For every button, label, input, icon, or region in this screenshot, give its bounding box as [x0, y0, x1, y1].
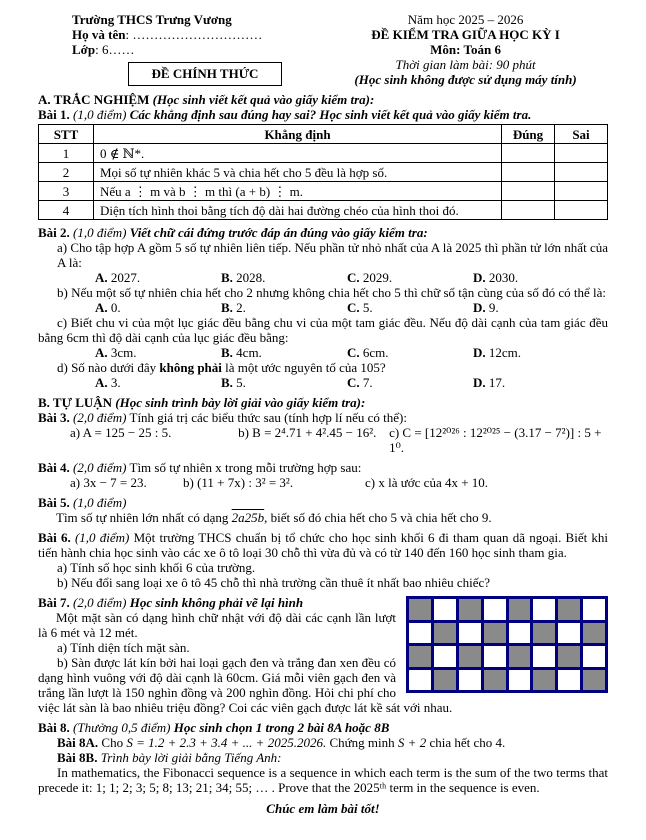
tile-cell	[533, 599, 555, 620]
option-text: 6cm.	[362, 345, 389, 360]
question-2a: a) Cho tập hợp A gồm 5 số tự nhiên liên tiếp. Nếu phần tử nhỏ nhất của A là 2025 thì phần tử lớn nhất của A là:	[57, 240, 608, 270]
exam-header	[38, 12, 608, 87]
option-text: 5.	[236, 375, 246, 390]
statement-text: Nếu a ⋮ m và b ⋮ m thì (a + b) ⋮ m.	[94, 182, 502, 201]
tile-cell	[583, 670, 605, 691]
bai5-section	[38, 495, 608, 525]
bai8a-s2: S + 2	[397, 735, 427, 750]
section-a-paren: (Học sinh viết kết quả vào giấy kiểm tra):	[152, 92, 375, 107]
bai4-heading	[38, 460, 608, 475]
section-b-label: B. TỰ LUẬN	[38, 395, 116, 410]
option-text: 2030.	[488, 270, 519, 285]
bai5-heading	[38, 495, 608, 510]
bai8b-title: Trình bày lời giải bằng Tiếng Anh:	[97, 750, 282, 765]
option-letter: C.	[347, 270, 360, 285]
bai7-part-b: b) Sàn được lát kín bởi hai loại gạch đen và trắng đan xen đều có dạng hình vuông với độ dài cạnh là 60cm. Giá mỗi viên gạch đen và trắng lần lượt là 150 nghìn đồng và 200 nghìn đồng. Hỏi chi phí cho việc lát sàn là bao nhiêu triệu đồng? Coi các viên gạch được lát kề sát với nhau.	[38, 655, 453, 715]
tile-cell	[484, 646, 506, 667]
option-2a-B	[221, 270, 347, 285]
option-2c-D	[473, 345, 521, 360]
bai3-expressions	[70, 425, 608, 455]
expression-4b: b) (11 + 7x) : 3² = 3².	[183, 475, 294, 490]
option-text: 2029.	[362, 270, 393, 285]
tile-cell	[558, 670, 580, 691]
bai3-points: (2,0 điểm)	[73, 410, 127, 425]
option-letter: D.	[473, 375, 486, 390]
option-letter: A.	[95, 270, 108, 285]
bai7-label: Bài 7.	[38, 595, 70, 610]
option-letter: A.	[95, 375, 108, 390]
question-2d-pre: d) Số nào dưới đây	[57, 360, 160, 375]
tile-cell	[484, 670, 506, 691]
bai4-label: Bài 4.	[38, 460, 70, 475]
class-label: Lớp	[72, 42, 96, 57]
option-2d-D	[473, 375, 505, 390]
options-2b	[95, 300, 608, 315]
col-statement: Khẳng định	[94, 125, 502, 144]
option-letter: C.	[347, 375, 360, 390]
bai1-heading	[38, 107, 608, 122]
school-year: Năm học 2025 – 2026	[407, 12, 524, 27]
true-false-table	[38, 124, 608, 220]
bai4-title: Tìm số tự nhiên x trong mỗi trường hợp sau:	[129, 460, 362, 475]
bai7-section	[38, 595, 608, 715]
option-2b-B	[221, 300, 347, 315]
option-2b-D	[473, 300, 499, 315]
bai6-points: (1,0 điểm)	[74, 530, 130, 545]
bai6-section	[38, 530, 608, 590]
row-number: 2	[39, 163, 94, 182]
bai8-section	[38, 720, 608, 795]
bai2-heading	[38, 225, 608, 240]
bai2-points: (1,0 điểm)	[73, 225, 127, 240]
tile-cell	[509, 670, 531, 691]
option-2b-C	[347, 300, 473, 315]
col-dung: Đúng	[502, 125, 555, 144]
bai8a-formula: S = 1.2 + 2.3 + 3.4 + ... + 2025.2026.	[126, 735, 327, 750]
option-letter: B.	[221, 300, 233, 315]
options-2c	[95, 345, 608, 360]
option-text: 9.	[488, 300, 499, 315]
option-2a-C	[347, 270, 473, 285]
dung-cell	[502, 163, 555, 182]
tile-cell	[409, 646, 431, 667]
sai-cell	[555, 144, 608, 163]
bai1-points: (1,0 điểm)	[73, 107, 127, 122]
class-line	[72, 42, 323, 57]
row-number: 4	[39, 201, 94, 220]
col-stt: STT	[39, 125, 94, 144]
official-exam-stamp: ĐỀ CHÍNH THỨC	[128, 62, 282, 86]
tile-cell	[434, 670, 456, 691]
expression-4c: c) x là ước của 4x + 10.	[365, 475, 489, 490]
bai7-paragraph: Một mặt sàn có dạng hình chữ nhật với độ dài các cạnh lần lượt là 6 mét và 12 mét.	[38, 610, 396, 640]
bai4-expressions	[70, 475, 608, 490]
col-sai: Sai	[555, 125, 608, 144]
bai8-heading	[38, 720, 608, 735]
option-2d-C	[347, 375, 473, 390]
bai6-label: Bài 6.	[38, 530, 71, 545]
tile-cell	[434, 646, 456, 667]
bai2-label: Bài 2.	[38, 225, 70, 240]
school-name: Trường THCS Trưng Vương	[72, 12, 232, 27]
duration-line: Thời gian làm bài: 90 phút	[395, 57, 536, 72]
tile-cell	[459, 599, 481, 620]
statement-text: Diện tích hình thoi bằng tích độ dài hai đường chéo của hình thoi đó.	[94, 201, 502, 220]
table-row	[39, 144, 608, 163]
option-letter: B.	[221, 375, 233, 390]
name-label: Họ và tên	[72, 27, 126, 42]
question-2c: c) Biết chu vi của một lục giác đều bằng chu vi của một tam giác đều. Nếu độ dài cạnh của tam giác đều bằng 6cm thì độ dài cạnh của lục giác đều bằng:	[38, 315, 608, 345]
bai3-label: Bài 3.	[38, 410, 70, 425]
bai5-label: Bài 5.	[38, 495, 70, 510]
tile-cell	[558, 599, 580, 620]
expression-4a: a) 3x − 7 = 23.	[70, 475, 147, 490]
bai8a-label: Bài 8A.	[57, 735, 99, 750]
option-letter: B.	[221, 345, 233, 360]
tile-cell	[583, 623, 605, 644]
bai8b-english-text: In mathematics, the Fibonacci sequence is a sequence in which each term is the sum of the two terms that precede it: 1; 1; 2; 3; 5; 8; 13; 21; 34; 55; … . Prove that the 2025ᵗʰ term in the sequence is even.	[38, 765, 608, 795]
bai5-pre: Tìm số tự nhiên lớn nhất có dạng	[56, 510, 232, 525]
section-a-label: A. TRẮC NGHIỆM	[38, 92, 153, 107]
bai3-section	[38, 410, 608, 455]
bai4-section	[38, 460, 608, 490]
bai6-part-a: a) Tính số học sinh khối 6 của trường.	[57, 560, 256, 575]
row-number: 3	[39, 182, 94, 201]
name-dots: : …………………………	[125, 27, 263, 42]
table-row	[39, 182, 608, 201]
option-text: 7.	[362, 375, 373, 390]
bai8b-line	[38, 750, 608, 765]
header-right-block	[323, 12, 608, 87]
bai2-section	[38, 225, 608, 390]
bai8b-label: Bài 8B.	[57, 750, 98, 765]
bai6-text: Một trường THCS chuẩn bị tổ chức cho học sinh khối 6 đi tham quan dã ngoại. Biết khi tiến hành chia học sinh vào các xe ô tô loại 30 chỗ thì vừa đủ và có từ 140 đến 160 học sinh tham gia.	[38, 530, 609, 560]
tile-cell	[509, 623, 531, 644]
bai5-post: , biết số đó chia hết cho 5 và chia hết cho 9.	[264, 510, 492, 525]
option-letter: A.	[95, 300, 108, 315]
expression-3b: b) B = 2⁴.71 + 4².45 − 16².	[238, 425, 377, 440]
option-text: 3cm.	[110, 345, 137, 360]
table-row	[39, 201, 608, 220]
tile-cell	[409, 670, 431, 691]
option-letter: A.	[95, 345, 108, 360]
bai8a-mid: Chứng minh	[326, 735, 398, 750]
tile-cell	[558, 623, 580, 644]
bai8a-line	[38, 735, 608, 750]
tile-cell	[459, 670, 481, 691]
tile-cell	[533, 623, 555, 644]
bai7-note: Học sinh không phải vẽ lại hình	[129, 595, 304, 610]
tile-cell	[434, 599, 456, 620]
bai3-heading	[38, 410, 608, 425]
header-left-block	[72, 12, 323, 87]
class-dots: : 6……	[95, 42, 135, 57]
option-2c-C	[347, 345, 473, 360]
option-letter: B.	[221, 270, 233, 285]
option-2c-A	[95, 345, 221, 360]
bai6-heading	[38, 530, 608, 560]
section-a-heading	[38, 92, 608, 107]
bai1-label: Bài 1.	[38, 107, 70, 122]
dung-cell	[502, 144, 555, 163]
row-number: 1	[39, 144, 94, 163]
closing-wish: Chúc em làm bài tốt!	[266, 801, 380, 816]
student-name-line	[72, 27, 323, 42]
bai5-overline-number: 2a25b	[231, 510, 265, 525]
question-2d-bold: không phải	[159, 360, 222, 375]
no-calculator-note: (Học sinh không được sử dụng máy tính)	[354, 72, 577, 87]
table-header-row	[39, 125, 608, 144]
question-2d	[38, 360, 608, 375]
tile-cell	[409, 623, 431, 644]
tile-cell	[459, 646, 481, 667]
tile-cell	[533, 670, 555, 691]
option-letter: D.	[473, 345, 486, 360]
option-2c-B	[221, 345, 347, 360]
statement-text: 0 ∉ ℕ*.	[94, 144, 502, 163]
section-b-heading	[38, 395, 608, 410]
sai-cell	[555, 182, 608, 201]
bai6-part-b: b) Nếu đổi sang loại xe ô tô 45 chỗ thì nhà trường cần thuê ít nhất bao nhiêu chiếc?	[57, 575, 491, 590]
question-2d-post: là một ước nguyên tố của 105?	[221, 360, 386, 375]
subject-line: Môn: Toán 6	[430, 42, 501, 57]
option-text: 3.	[110, 375, 121, 390]
bai8a-post: chia hết cho 4.	[426, 735, 506, 750]
tile-cell	[509, 599, 531, 620]
option-letter: C.	[347, 345, 360, 360]
table-row	[39, 163, 608, 182]
option-text: 2028.	[236, 270, 266, 285]
bai7-part-a: a) Tính diện tích mặt sàn.	[57, 640, 190, 655]
bai5-points: (1,0 điểm)	[73, 495, 127, 510]
tile-cell	[533, 646, 555, 667]
tile-cell	[434, 623, 456, 644]
tile-cell	[583, 646, 605, 667]
option-text: 4cm.	[236, 345, 262, 360]
bai8-label: Bài 8.	[38, 720, 70, 735]
bai8-title: Học sinh chọn 1 trong 2 bài 8A hoặc 8B	[173, 720, 390, 735]
option-2b-A	[95, 300, 221, 315]
option-text: 17.	[488, 375, 506, 390]
bai5-text	[38, 510, 608, 525]
option-2d-B	[221, 375, 347, 390]
dung-cell	[502, 182, 555, 201]
bai3-title: Tính giá trị các biểu thức sau (tính hợp lí nếu có thể):	[129, 410, 407, 425]
tile-cell	[484, 599, 506, 620]
tile-cell	[409, 599, 431, 620]
option-text: 2.	[236, 300, 246, 315]
bai1-title: Các khẳng định sau đúng hay sai? Học sinh viết kết quả vào giấy kiểm tra.	[129, 107, 532, 122]
option-text: 2027.	[110, 270, 141, 285]
tile-floor-figure	[406, 596, 608, 693]
bai8a-pre: Cho	[98, 735, 127, 750]
exam-title: ĐỀ KIỂM TRA GIỮA HỌC KỲ I	[371, 27, 560, 42]
options-2a	[95, 270, 608, 285]
tile-cell	[509, 646, 531, 667]
dung-cell	[502, 201, 555, 220]
section-b-paren: (Học sinh trình bày lời giải vào giấy kiểm tra):	[115, 395, 366, 410]
bai7-points: (2,0 điểm)	[73, 595, 127, 610]
bai2-title: Viết chữ cái đứng trước đáp án đúng vào giấy kiểm tra:	[129, 225, 428, 240]
option-letter: C.	[347, 300, 360, 315]
option-text: 0.	[110, 300, 121, 315]
question-2b: b) Nếu một số tự nhiên chia hết cho 2 nhưng không chia hết cho 5 thì chữ số tận cùng của số đó có thể là:	[57, 285, 606, 300]
bai8-points: (Thưởng 0,5 điểm)	[73, 720, 171, 735]
option-text: 5.	[362, 300, 373, 315]
option-2d-A	[95, 375, 221, 390]
option-letter: D.	[473, 300, 486, 315]
options-2d	[95, 375, 608, 390]
statement-text: Mọi số tự nhiên khác 5 và chia hết cho 5 đều là hợp số.	[94, 163, 502, 182]
sai-cell	[555, 201, 608, 220]
expression-3a: a) A = 125 − 25 : 5.	[70, 425, 172, 440]
tile-cell	[583, 599, 605, 620]
tile-cell	[558, 646, 580, 667]
bai4-points: (2,0 điểm)	[73, 460, 127, 475]
option-text: 12cm.	[488, 345, 522, 360]
tile-cell	[459, 623, 481, 644]
expression-3c: c) C = [12²⁰²⁶ : 12²⁰²⁵ − (3.17 − 7²)] : 5 + 1⁰.	[389, 425, 602, 455]
option-2a-A	[95, 270, 221, 285]
sai-cell	[555, 163, 608, 182]
option-2a-D	[473, 270, 518, 285]
option-letter: D.	[473, 270, 486, 285]
tile-cell	[484, 623, 506, 644]
